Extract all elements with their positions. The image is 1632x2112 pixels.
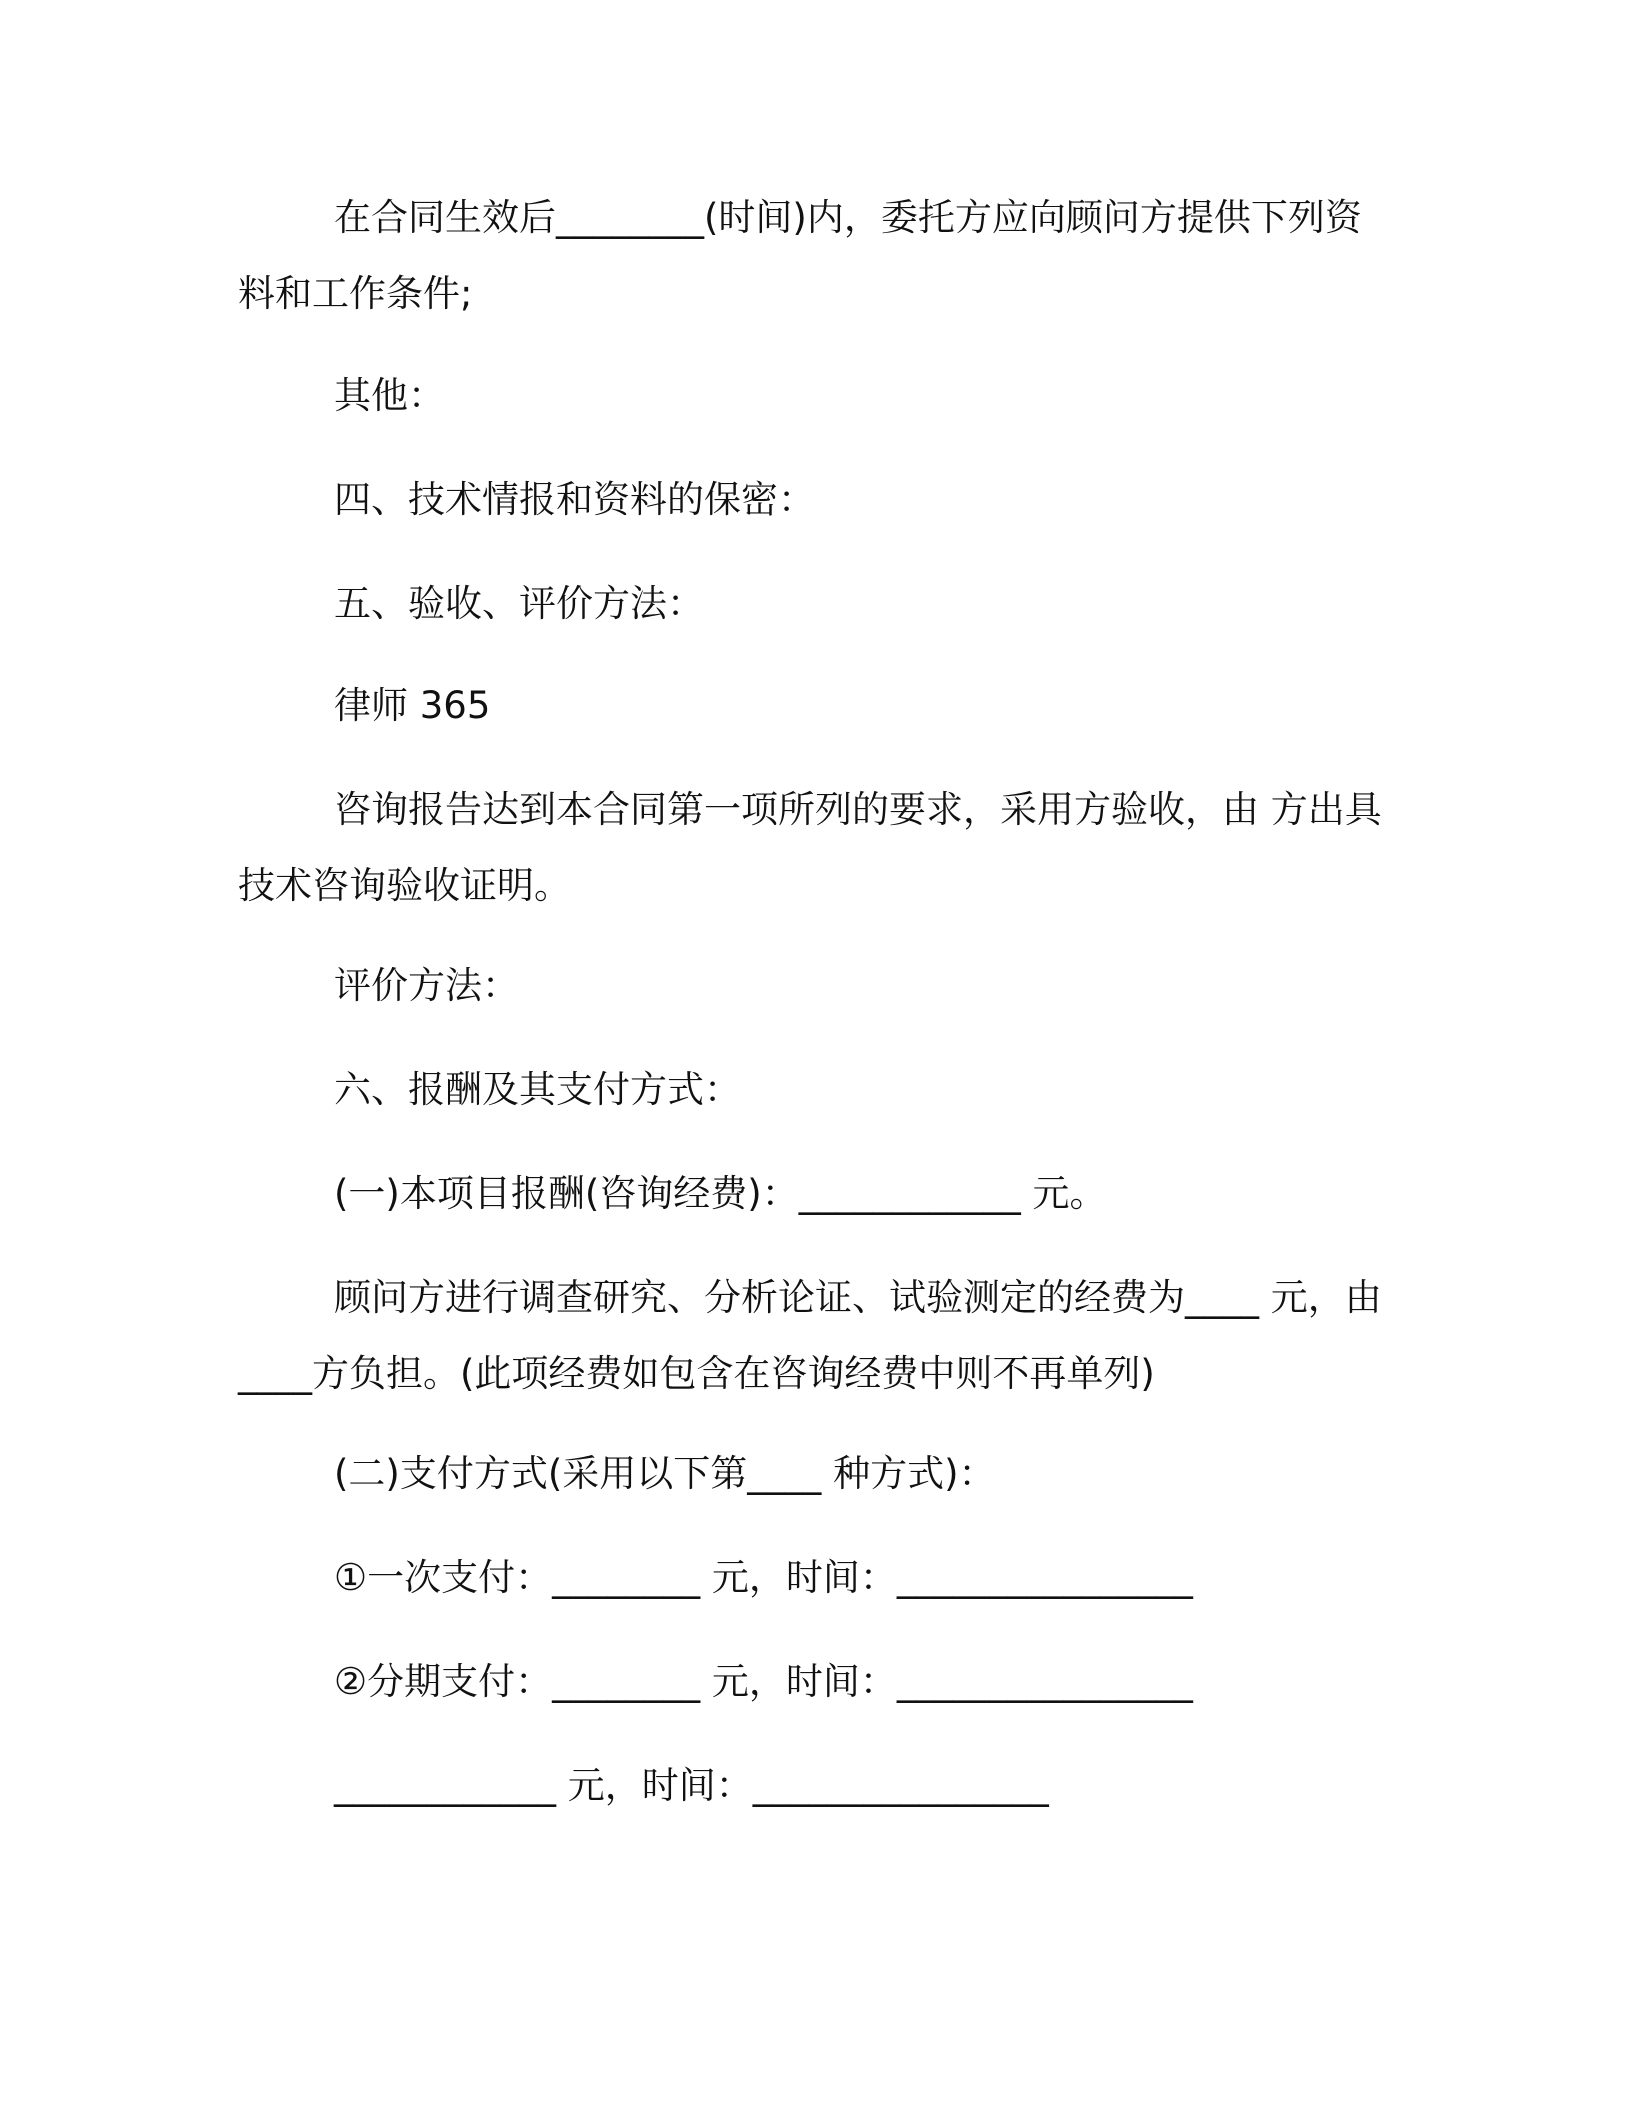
paragraph-installment-continued: ____________ 元，时间：________________ bbox=[334, 1764, 1049, 1807]
heading-payment: 六、报酬及其支付方式： bbox=[334, 1068, 741, 1111]
paragraph-acceptance: 咨询报告达到本合同第一项所列的要求，采用方验收，由 方出具技术咨询验收证明。 bbox=[238, 788, 1382, 907]
paragraph-other: 其他： bbox=[334, 374, 445, 417]
paragraph-research-expenses: 顾问方进行调查研究、分析论证、试验测定的经费为____ 元，由____方负担。(此项经费如包含在咨询经费中则不再单列) bbox=[238, 1276, 1382, 1395]
heading-acceptance-evaluation: 五、验收、评价方法： bbox=[334, 582, 704, 625]
paragraph-materials-provision: 在合同生效后________(时间)内，委托方应向顾问方提供下列资料和工作条件; bbox=[238, 196, 1362, 315]
paragraph-payment-method: (二)支付方式(采用以下第____ 种方式)： bbox=[334, 1452, 996, 1495]
paragraph-lump-sum-payment: ①一次支付：________ 元，时间：________________ bbox=[334, 1556, 1193, 1599]
paragraph-evaluation-method: 评价方法： bbox=[334, 964, 519, 1007]
watermark-text: 律师 365 bbox=[334, 684, 491, 727]
paragraph-installment-payment: ②分期支付：________ 元，时间：________________ bbox=[334, 1660, 1193, 1703]
paragraph-project-fee: (一)本项目报酬(咨询经费)：____________ 元。 bbox=[334, 1172, 1107, 1215]
heading-confidentiality: 四、技术情报和资料的保密： bbox=[334, 478, 815, 521]
